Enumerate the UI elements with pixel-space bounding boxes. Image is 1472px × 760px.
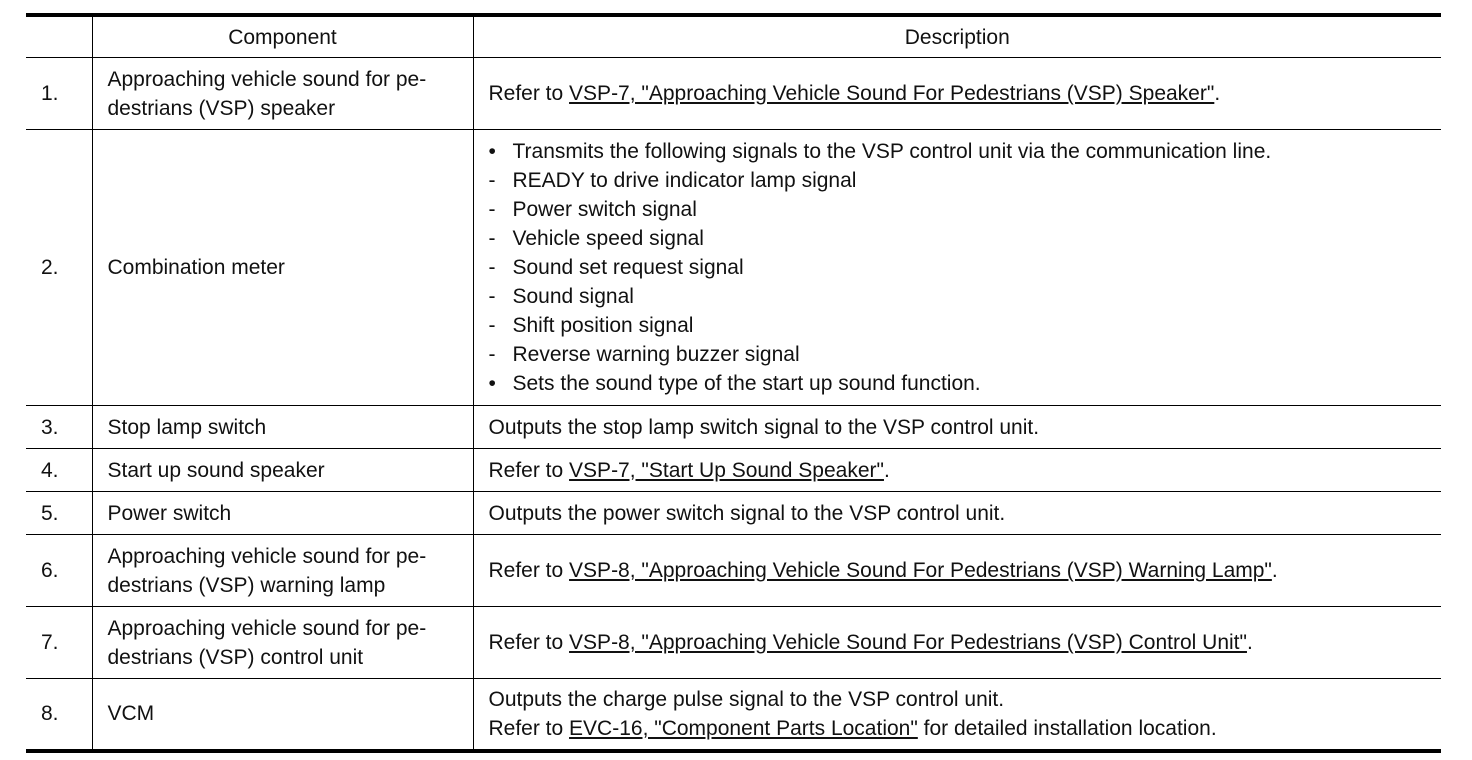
- desc-suffix: .: [1271, 559, 1278, 582]
- reference-link[interactable]: VSP-7, "Start Up Sound Speaker": [569, 458, 884, 482]
- header-description: Description: [473, 15, 1441, 58]
- row-number: 5.: [26, 492, 92, 535]
- desc-suffix: .: [1214, 82, 1221, 105]
- row-number: 8.: [26, 679, 92, 751]
- list-item-text: READY to drive indicator lamp signal: [512, 169, 857, 192]
- table-row: [26, 492, 1441, 535]
- component-label: Power switch: [107, 501, 232, 525]
- component-table-container: [26, 13, 1441, 753]
- bullet-marker: •: [488, 372, 496, 395]
- dash-marker: -: [488, 198, 496, 221]
- desc-prefix: Refer to: [488, 716, 570, 740]
- reference-link[interactable]: VSP-8, "Approaching Vehicle Sound For Pedestrians (VSP) Warning Lamp": [569, 559, 1272, 582]
- list-item: [489, 166, 1434, 195]
- dash-marker: -: [488, 227, 496, 250]
- desc-prefix: Refer to: [488, 559, 570, 582]
- list-item-text: Power switch signal: [512, 198, 697, 221]
- row-component: [92, 406, 473, 449]
- row-component: [92, 607, 473, 679]
- list-item-text: Sound set request signal: [512, 256, 744, 279]
- table-row: [26, 535, 1441, 607]
- component-label: Combination meter: [107, 256, 285, 279]
- desc-prefix: Refer to: [488, 631, 570, 654]
- row-component: [92, 679, 473, 751]
- reference-link[interactable]: VSP-7, "Approaching Vehicle Sound For Pedestrians (VSP) Speaker": [569, 82, 1215, 105]
- row-description: [473, 406, 1441, 449]
- row-component: [92, 449, 473, 492]
- dash-marker: -: [488, 314, 496, 337]
- list-item: [489, 137, 1434, 166]
- row-number: 3.: [26, 406, 92, 449]
- list-item-text: Transmits the following signals to the VSP control unit via the communication line.: [512, 140, 1272, 163]
- component-parts-table: [26, 13, 1441, 753]
- list-item-text: Sets the sound type of the start up sound function.: [512, 372, 981, 395]
- desc-prefix: Refer to: [488, 82, 570, 105]
- dash-marker: -: [488, 343, 496, 366]
- row-component: [92, 130, 473, 406]
- list-item: [489, 195, 1434, 224]
- component-label: Start up sound speaker: [107, 458, 325, 482]
- list-item: [489, 340, 1434, 369]
- table-row: [26, 449, 1441, 492]
- desc-suffix: for detailed installation location.: [917, 716, 1217, 740]
- row-description: [473, 130, 1441, 406]
- reference-link[interactable]: VSP-8, "Approaching Vehicle Sound For Pedestrians (VSP) Control Unit": [569, 631, 1247, 654]
- desc-prefix: Refer to: [488, 458, 570, 482]
- row-number: 6.: [26, 535, 92, 607]
- table-row: [26, 607, 1441, 679]
- list-item-text: Shift position signal: [512, 314, 694, 337]
- row-description: [473, 492, 1441, 535]
- component-label: Stop lamp switch: [107, 415, 267, 439]
- list-item: [489, 224, 1434, 253]
- list-item: [489, 253, 1434, 282]
- row-component: [92, 58, 473, 130]
- header-number: [26, 15, 92, 58]
- desc-text: Outputs the power switch signal to the VSP control unit.: [488, 501, 1006, 525]
- row-number: 4.: [26, 449, 92, 492]
- row-description: [473, 535, 1441, 607]
- row-number: 2.: [26, 130, 92, 406]
- desc-line: [489, 714, 1434, 743]
- component-label: Approaching vehicle sound for pe- destrians (VSP) warning lamp: [107, 544, 427, 597]
- header-component: Component: [92, 15, 473, 58]
- row-component: [92, 535, 473, 607]
- component-label: VCM: [107, 702, 155, 726]
- row-description: [473, 58, 1441, 130]
- reference-link[interactable]: EVC-16, "Component Parts Location": [569, 716, 918, 740]
- list-item-text: Sound signal: [512, 285, 634, 308]
- row-number: 7.: [26, 607, 92, 679]
- list-item: [489, 311, 1434, 340]
- row-description: [473, 679, 1441, 751]
- dash-marker: -: [488, 256, 496, 279]
- table-header-row: [26, 15, 1441, 58]
- signal-list: [489, 137, 1434, 398]
- desc-text: Outputs the stop lamp switch signal to the VSP control unit.: [488, 415, 1040, 439]
- table-row: [26, 58, 1441, 130]
- list-item-text: Vehicle speed signal: [512, 227, 704, 250]
- list-item: [489, 369, 1434, 398]
- desc-suffix: .: [883, 458, 890, 482]
- desc-suffix: .: [1246, 631, 1253, 654]
- list-item-text: Reverse warning buzzer signal: [512, 343, 800, 366]
- component-label: Approaching vehicle sound for pe- destrians (VSP) control unit: [107, 616, 427, 669]
- row-number: 1.: [26, 58, 92, 130]
- table-row: [26, 130, 1441, 406]
- row-description: [473, 449, 1441, 492]
- table-row: [26, 679, 1441, 751]
- row-component: [92, 492, 473, 535]
- dash-marker: -: [488, 285, 496, 308]
- table-row: [26, 406, 1441, 449]
- component-label: Approaching vehicle sound for pe- destrians (VSP) speaker: [107, 67, 427, 120]
- desc-line: Outputs the charge pulse signal to the VSP control unit.: [488, 687, 1005, 711]
- row-description: [473, 607, 1441, 679]
- list-item: [489, 282, 1434, 311]
- dash-marker: -: [488, 169, 496, 192]
- bullet-marker: •: [488, 140, 496, 163]
